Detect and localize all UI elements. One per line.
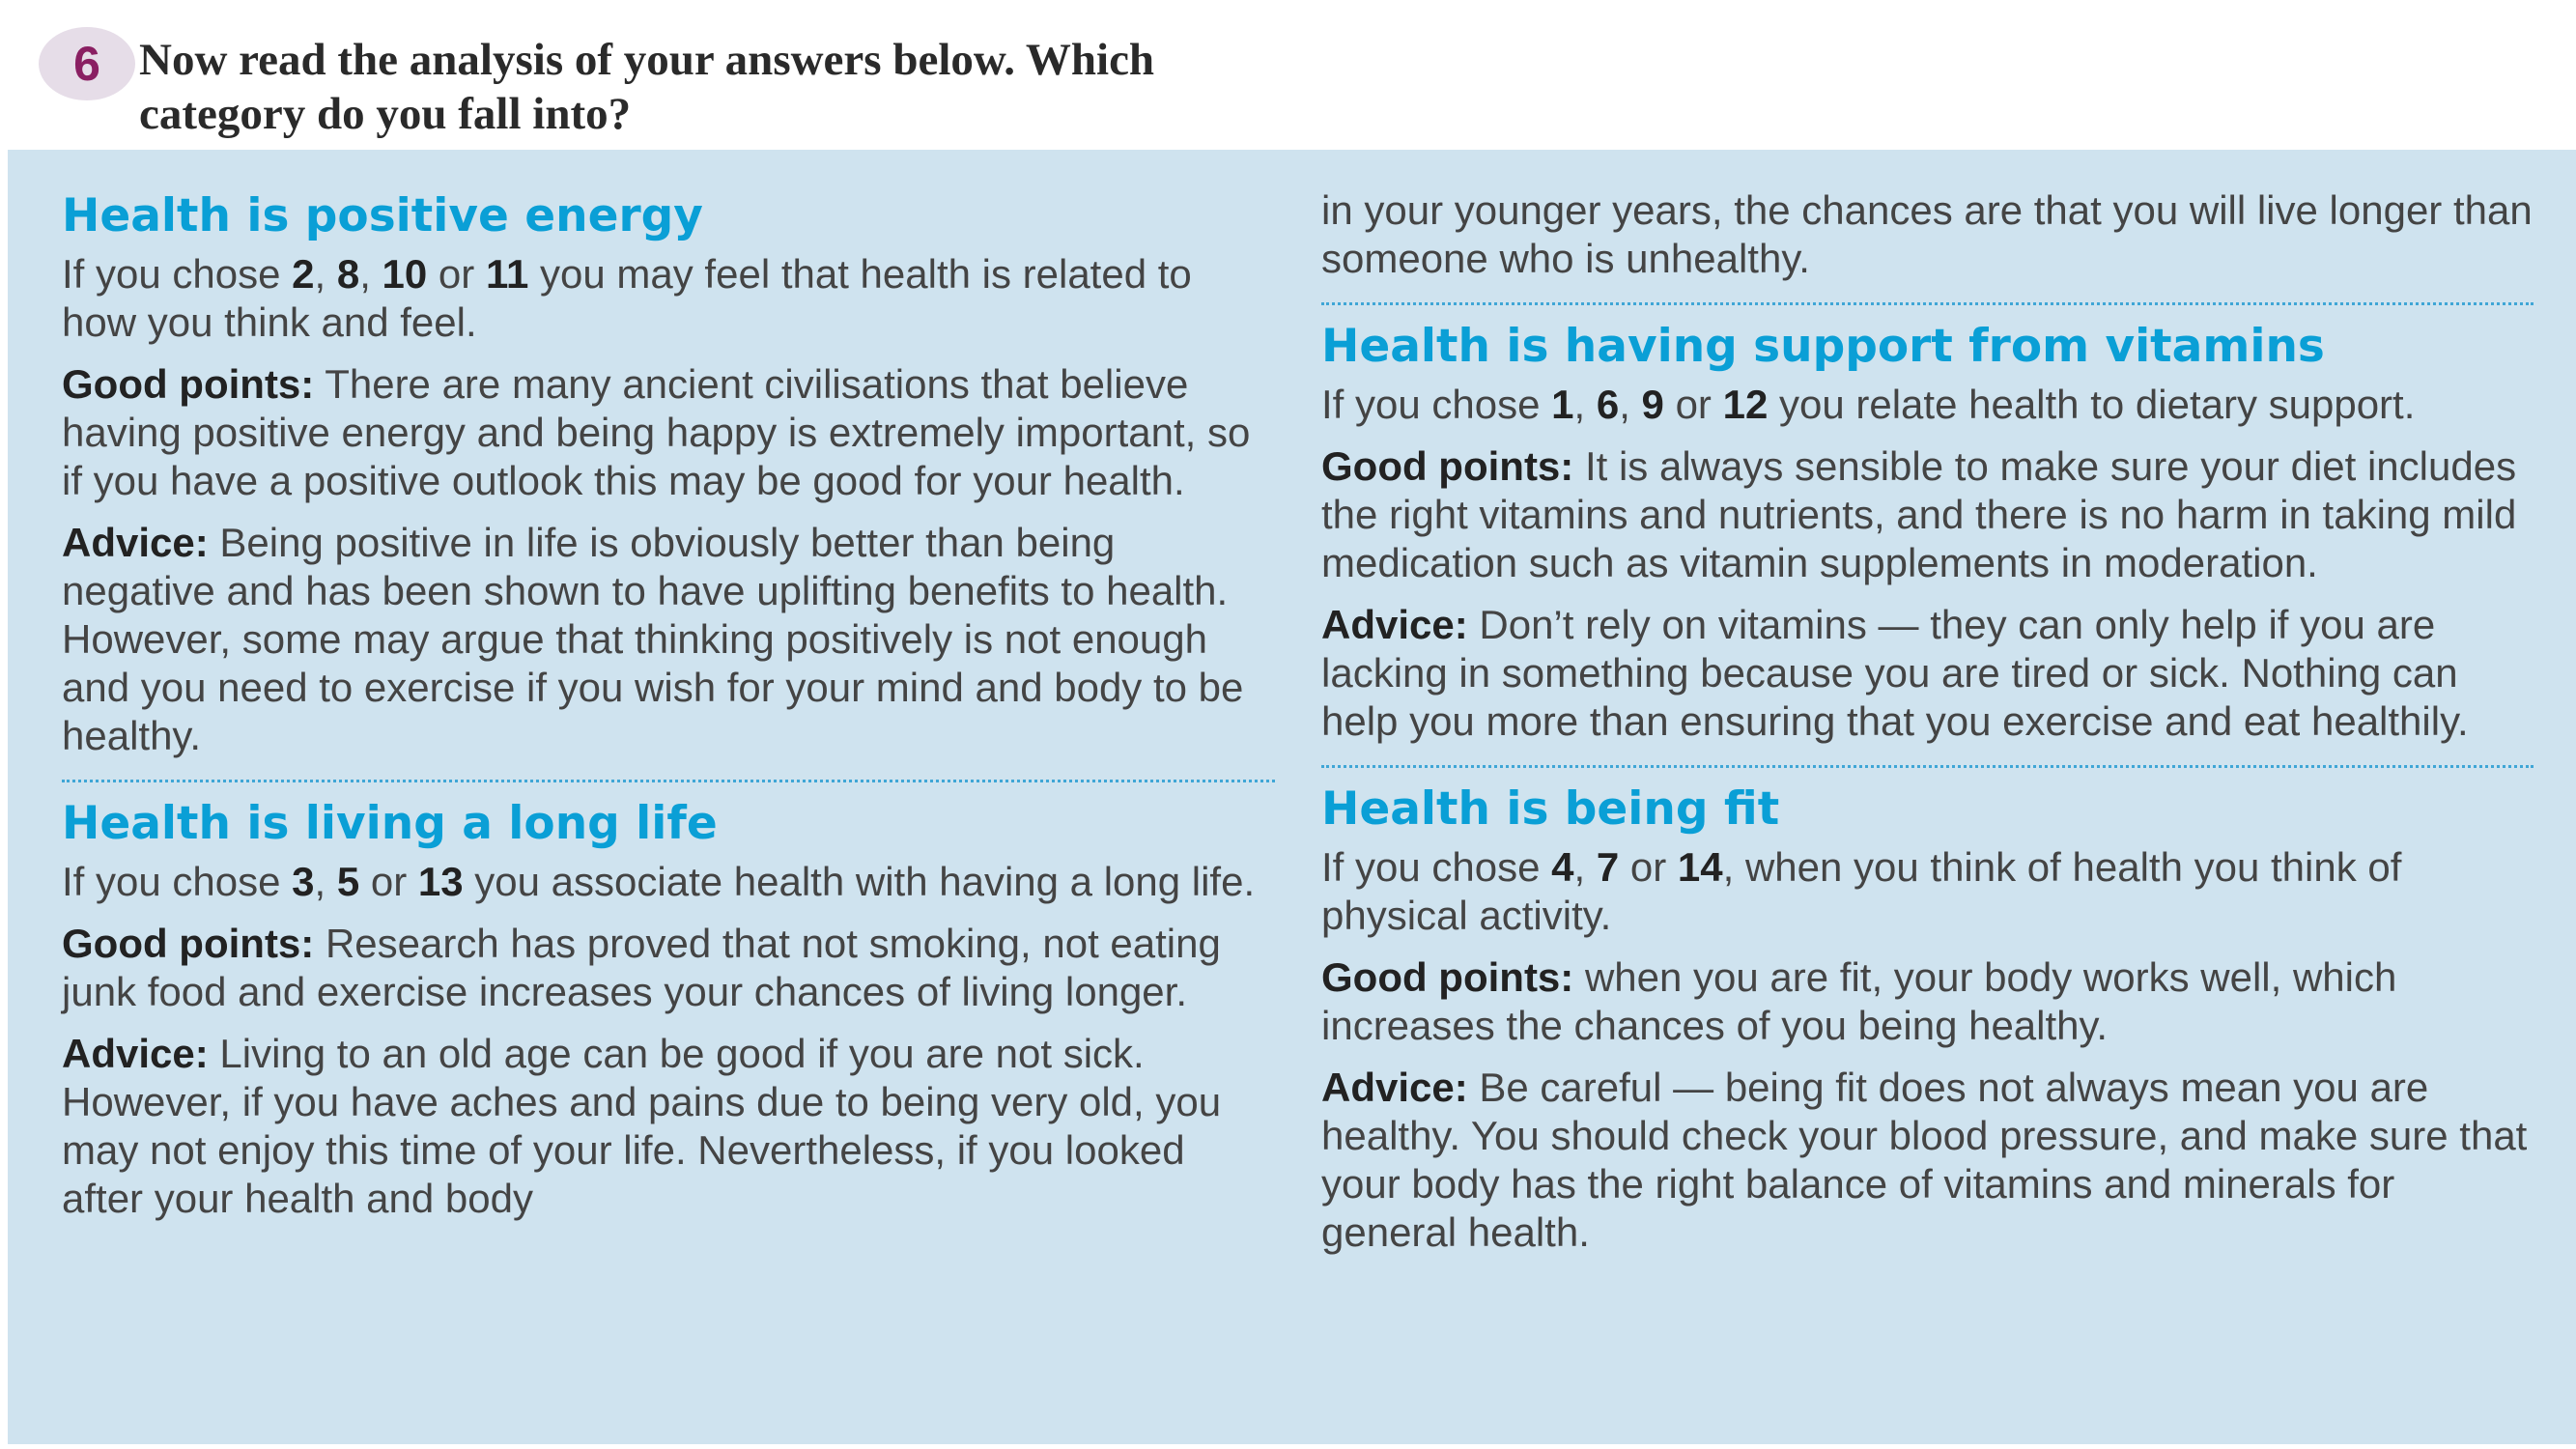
right-column: [1321, 186, 2534, 1257]
advice-label: Advice:: [1321, 602, 1468, 647]
section-title-vitamins: Health is having support from vitamins: [1321, 320, 2325, 373]
intro-text: If you chose: [62, 859, 293, 904]
section-divider: [1321, 765, 2534, 768]
section-intro-positive-energy: [62, 250, 1275, 347]
answer-number: 12: [1722, 382, 1769, 427]
separator: ,: [1573, 844, 1597, 890]
advice-text: Being positive in life is obviously better than being negative and has been shown to have uplifting benefits to health. However, some may argue that thinking positively is not enough and you need to exercise if you wish for your mind and body to be healthy.: [62, 520, 1244, 758]
good-points-label: Good points:: [1321, 954, 1574, 1000]
advice-long-life: [62, 1030, 1275, 1223]
good-points-text: Research has proved that not smoking, not eating junk food and exercise increases your chances of living longer.: [62, 921, 1221, 1014]
separator: or: [1619, 844, 1678, 890]
intro-text: you relate health to dietary support.: [1768, 382, 2416, 427]
answer-number: 7: [1596, 844, 1620, 890]
good-points-vitamins: [1321, 442, 2534, 587]
intro-text: If you chose: [1321, 382, 1552, 427]
good-points-being-fit: [1321, 953, 2534, 1050]
advice-positive-energy: [62, 519, 1275, 760]
answer-number: 1: [1551, 382, 1574, 427]
section-intro-long-life: [62, 858, 1275, 906]
answer-number: 2: [292, 251, 315, 297]
task-prompt: Now read the analysis of your answers below. Which category do you fall into?: [139, 35, 1155, 139]
good-points-positive-energy: [62, 360, 1275, 505]
advice-long-life-continued: in your younger years, the chances are that you will live longer than someone who is unhealthy.: [1321, 187, 2533, 281]
good-points-text: when you are fit, your body works well, which increases the chances of you being healthy.: [1321, 954, 2397, 1048]
advice-label: Advice:: [62, 520, 209, 565]
section-intro-vitamins: [1321, 381, 2534, 429]
answer-number: 14: [1677, 844, 1723, 890]
advice-text: Living to an old age can be good if you are not sick. However, if you have aches and pains due to being very old, you may not enjoy this time of your life. Nevertheless, if you looked after your health and body: [62, 1031, 1222, 1221]
intro-text: you may feel that health is related to how you think and feel.: [62, 251, 1192, 345]
left-column: [62, 186, 1275, 1223]
section-divider: [1321, 302, 2534, 305]
good-points-label: Good points:: [62, 361, 315, 407]
separator: ,: [359, 251, 382, 297]
answer-number: 4: [1551, 844, 1574, 890]
section-title-being-fit: Health is being fit: [1321, 782, 1780, 836]
intro-text: If you chose: [1321, 844, 1552, 890]
good-points-long-life: [62, 920, 1275, 1016]
answer-number: 9: [1641, 382, 1664, 427]
task-number-badge: 6: [39, 27, 135, 100]
separator: ,: [314, 859, 337, 904]
intro-text: you associate health with having a long life.: [463, 859, 1256, 904]
intro-text: If you chose: [62, 251, 293, 297]
intro-text: , when you think of health you think of physical activity.: [1321, 844, 2402, 938]
advice-label: Advice:: [62, 1031, 209, 1076]
advice-being-fit: [1321, 1064, 2534, 1257]
section-title-positive-energy: Health is positive energy: [62, 189, 703, 242]
task-header: [35, 21, 1290, 147]
answer-number: 3: [292, 859, 315, 904]
separator: ,: [314, 251, 337, 297]
advice-label: Advice:: [1321, 1065, 1468, 1110]
answer-number: 10: [382, 251, 428, 297]
answer-number: 8: [336, 251, 360, 297]
answer-number: 11: [485, 251, 529, 297]
good-points-label: Good points:: [1321, 443, 1574, 489]
answer-number: 6: [1596, 382, 1620, 427]
advice-text: Be careful — being fit does not always mean you are healthy. You should check your blood pressure, and make sure that your body has the right balance of vitamins and minerals for general health.: [1321, 1065, 2528, 1255]
analysis-panel: [8, 150, 2576, 1444]
separator: ,: [1573, 382, 1597, 427]
good-points-text: There are many ancient civilisations that believe having positive energy and being happy is extremely important, so if you have a positive outlook this may be good for your health.: [62, 361, 1251, 503]
separator: ,: [1619, 382, 1642, 427]
advice-text: Don’t rely on vitamins — they can only help if you are lacking in something because you are tired or sick. Nothing can help you more than ensuring that you exercise and eat healthily.: [1321, 602, 2469, 744]
answer-number: 13: [417, 859, 464, 904]
good-points-label: Good points:: [62, 921, 315, 966]
separator: or: [359, 859, 418, 904]
separator: or: [427, 251, 486, 297]
separator: or: [1663, 382, 1723, 427]
section-divider: [62, 780, 1275, 782]
answer-number: 5: [336, 859, 360, 904]
good-points-text: It is always sensible to make sure your diet includes the right vitamins and nutrients, and there is no harm in taking mild medication such as vitamin supplements in moderation.: [1321, 443, 2517, 585]
section-title-long-life: Health is living a long life: [62, 797, 718, 850]
section-intro-being-fit: [1321, 843, 2534, 940]
advice-vitamins: [1321, 601, 2534, 746]
